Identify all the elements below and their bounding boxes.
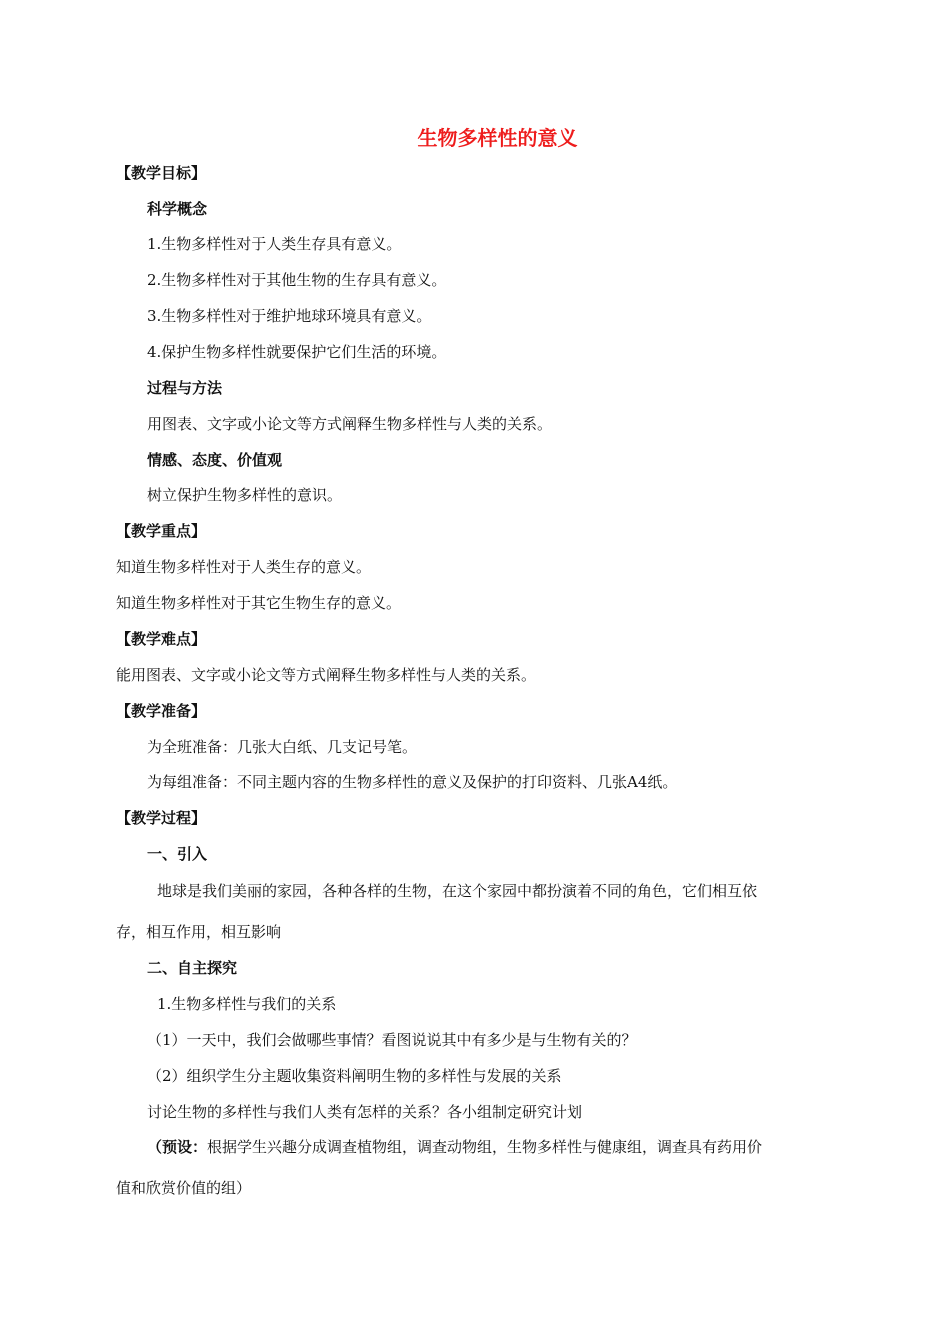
process-method-heading: 过程与方法: [147, 379, 223, 397]
page-title: 生物多样性的意义: [417, 126, 578, 150]
process-heading: 【教学过程】: [116, 809, 207, 827]
explore-subheading: 1.生物多样性与我们的关系: [157, 995, 337, 1013]
difficulties-text: 能用图表、文字或小论文等方式阐释生物多样性与人类的关系。: [116, 666, 537, 684]
attitude-heading: 情感、态度、价值观: [147, 451, 283, 469]
intro-paragraph-line: 存，相互作用，相互影响: [116, 923, 282, 941]
preset-label: （预设：: [147, 1138, 208, 1156]
key-point-item: 知道生物多样性对于人类生存的意义。: [116, 558, 372, 576]
objectives-heading: 【教学目标】: [116, 164, 207, 182]
preset-paragraph-line: 值和欣赏价值的组）: [116, 1179, 252, 1197]
key-points-heading: 【教学重点】: [116, 522, 207, 540]
discussion-text: 讨论生物的多样性与我们人类有怎样的关系？各小组制定研究计划: [147, 1103, 583, 1121]
attitude-text: 树立保护生物多样性的意识。: [147, 486, 343, 504]
concept-item: 4.保护生物多样性就要保护它们生活的环境。: [147, 343, 447, 361]
key-point-item: 知道生物多样性对于其它生物生存的意义。: [116, 594, 402, 612]
explore-question: （2）组织学生分主题收集资料阐明生物的多样性与发展的关系: [147, 1067, 562, 1085]
process-method-text: 用图表、文字或小论文等方式阐释生物多样性与人类的关系。: [147, 415, 553, 433]
group-preparation: 为每组准备：不同主题内容的生物多样性的意义及保护的打印资料、几张A4纸。: [147, 773, 678, 791]
preset-paragraph-line: [147, 1137, 762, 1157]
preset-text: 根据学生兴趣分成调查植物组，调查动物组，生物多样性与健康组，调查具有药用价: [207, 1138, 763, 1156]
difficulties-heading: 【教学难点】: [116, 630, 207, 648]
concept-item: 1.生物多样性对于人类生存具有意义。: [147, 235, 402, 253]
class-preparation: 为全班准备：几张大白纸、几支记号笔。: [147, 738, 418, 756]
concept-item: 3.生物多样性对于维护地球环境具有意义。: [147, 307, 432, 325]
concept-item: 2.生物多样性对于其他生物的生存具有意义。: [147, 271, 447, 289]
concepts-heading: 科学概念: [147, 200, 208, 218]
intro-paragraph-line: 地球是我们美丽的家园，各种各样的生物，在这个家园中都扮演着不同的角色，它们相互依: [157, 882, 758, 900]
preparation-heading: 【教学准备】: [116, 702, 207, 720]
intro-heading: 一、引入: [147, 845, 208, 863]
explore-question: （1）一天中，我们会做哪些事情？看图说说其中有多少是与生物有关的？: [147, 1031, 637, 1049]
explore-heading: 二、自主探究: [147, 959, 238, 977]
